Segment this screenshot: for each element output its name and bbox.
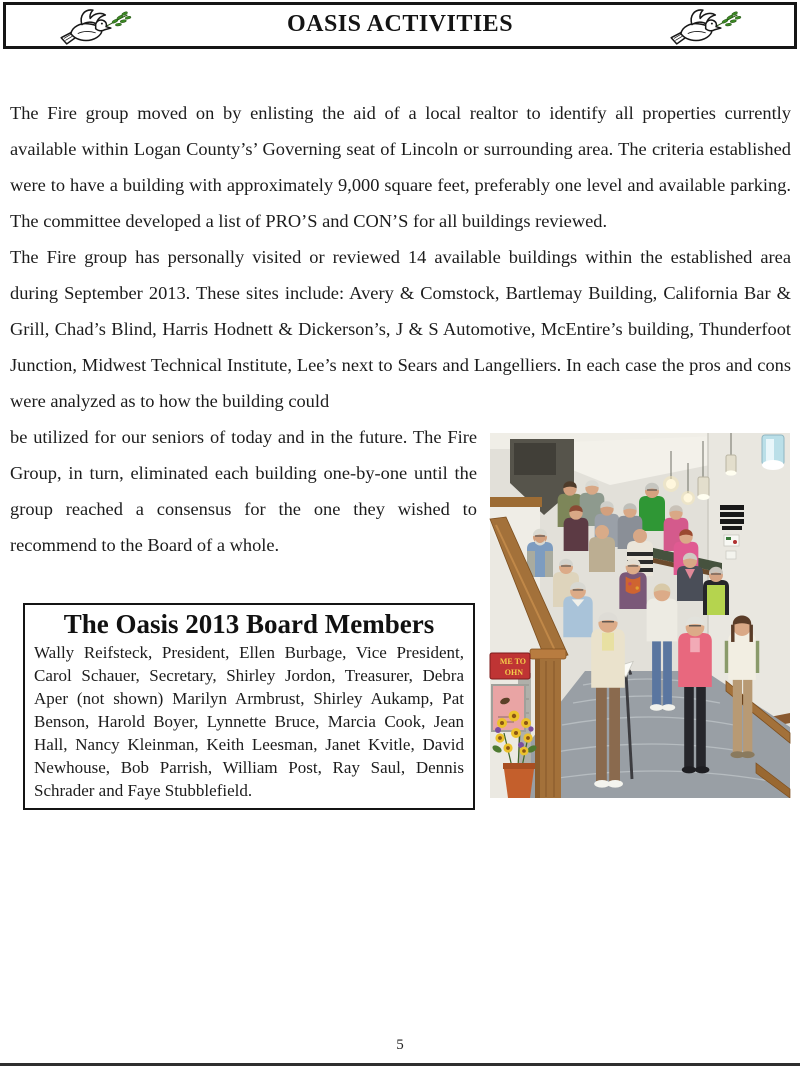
page-footer xyxy=(0,1037,800,1054)
paragraph-fire-group-1: The Fire group moved on by enlisting the aid of a local realtor to identify all properties currently available within Logan County’s’ Governing seat of Lincoln or surrounding area. The criteria established were to have a building with approximately 9,000 square feet, preferably one level and available parking. The committee developed a list of PRO’S and CON’S for all buildings reviewed. xyxy=(10,103,791,231)
paragraph-fire-group-2: The Fire group has personally visited or reviewed 14 available buildings within the established area during September 2013. These sites include: Avery & Comstock, Bartlemay Building, California Bar & Grill, Chad’s Blind, Harris Hodnett & Dickerson’s, J & S Automotive, McEntire’s building, Thunderfoot Junction, Midwest Technical Institute, Lee’s next to Sears and Langelliers. In each case the pros and cons were analyzed as to how the building could xyxy=(10,247,791,411)
paragraph-fire-group-3: be utilized for our seniors of today and in the future. The Fire Group, in turn, eliminated each building one-by-one until the group reached a consensus for the one they wished to recommend to the Board of a whole. xyxy=(10,427,477,555)
board-members-box xyxy=(23,603,475,810)
board-box-title: The Oasis 2013 Board Members xyxy=(63,609,435,639)
page-title: OASIS ACTIVITIES xyxy=(286,11,514,37)
page-number: 5 xyxy=(396,1037,404,1053)
board-box-members: Wally Reifsteck, President, Ellen Burbage, Vice President, Carol Schauer, Secretary, Shirley Jordon, Treasurer, Debra Aper (not shown) Marilyn Armbrust, Shirley Aukamp, Pat Benson, Harold Boyer, Lynnette Bruce, Marcia Cook, Jean Hall, Nancy Kleinman, Keith Leesman, Janet Kvitle, David Newhouse, Bob Parrish, William Post, Ray Saul, Dennis Schrader and Faye Stubblefield. xyxy=(34,643,464,800)
welcome-sign-text-line1: ME TO xyxy=(499,657,526,666)
group-photo-illustration xyxy=(489,433,791,798)
page-body xyxy=(10,95,791,810)
group-photo xyxy=(489,433,791,798)
welcome-sign-text-line2: OHN xyxy=(504,668,523,677)
page-header xyxy=(3,2,797,49)
